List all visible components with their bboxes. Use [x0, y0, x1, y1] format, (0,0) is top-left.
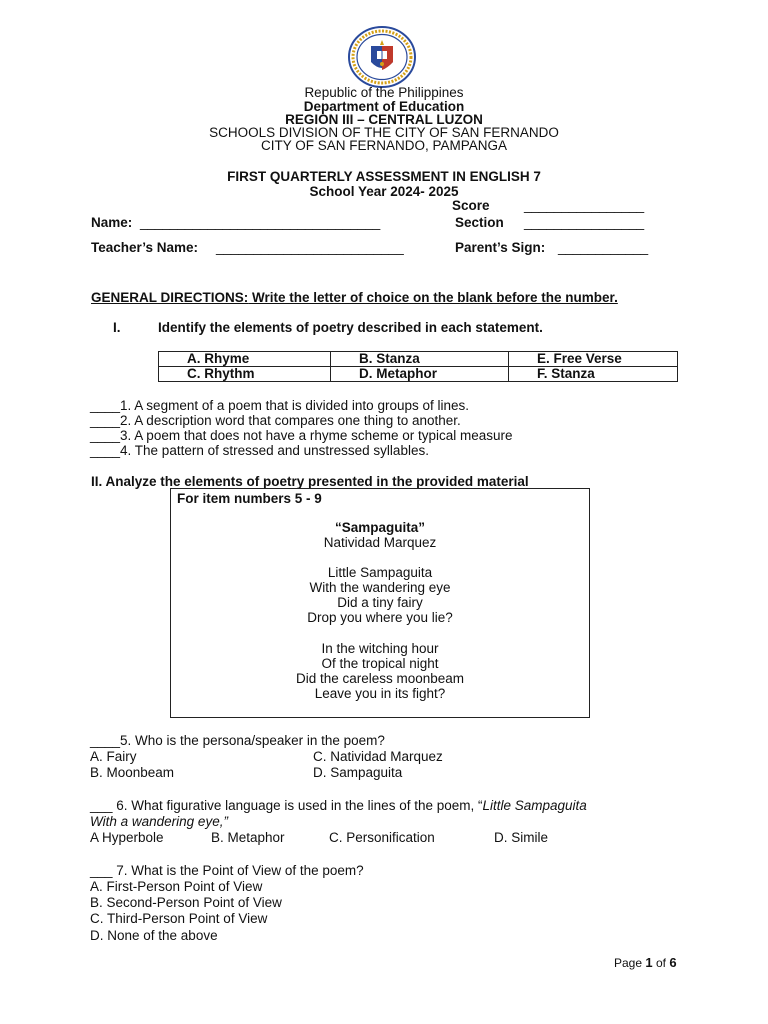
q5-option-d: D. Sampaguita	[313, 765, 403, 780]
page-total: 6	[669, 955, 677, 970]
part1-numeral: I.	[113, 320, 121, 335]
score-label: Score	[452, 198, 490, 213]
q5-option-b: B. Moonbeam	[90, 765, 175, 780]
q5-option-c: C. Natividad Marquez	[313, 749, 443, 764]
q6-stem-text: ___ 6. What figurative language is used in the lines of the poem, “	[90, 798, 483, 813]
q6-option-a: A Hyperbole	[90, 830, 164, 845]
of-word: of	[655, 956, 666, 970]
teacher-label: Teacher’s Name:	[91, 240, 199, 255]
choice-b: B. Stanza	[331, 352, 509, 367]
q5-option-a: A. Fairy	[90, 749, 137, 764]
header-city: CITY OF SAN FERNANDO, PAMPANGA	[260, 138, 508, 153]
poem-line: Little Sampaguita	[327, 565, 433, 580]
score-blank[interactable]: ________________	[524, 198, 645, 213]
choices-row	[159, 367, 678, 382]
choice-f: F. Stanza	[509, 367, 678, 382]
choices-table	[158, 351, 678, 382]
q7-stem: ___ 7. What is the Point of View of the poem?	[90, 863, 364, 878]
part1-instruction: Identify the elements of poetry described in each statement.	[158, 320, 543, 335]
choice-d: D. Metaphor	[331, 367, 509, 382]
poem-line: Did a tiny fairy	[337, 595, 423, 610]
general-directions	[91, 290, 618, 305]
page-number	[614, 955, 677, 970]
parent-label: Parent’s Sign:	[455, 240, 546, 255]
item-1: ____1. A segment of a poem that is divided into groups of lines.	[90, 398, 469, 413]
header-republic: Republic of the Philippines	[304, 85, 464, 100]
q7-option-d: D. None of the above	[90, 928, 218, 943]
school-year: School Year 2024- 2025	[309, 184, 459, 199]
q7-option-c: C. Third-Person Point of View	[90, 911, 268, 926]
choice-a: A. Rhyme	[159, 352, 331, 367]
q5-stem: ____5. Who is the persona/speaker in the poem?	[90, 733, 385, 748]
exam-title: FIRST QUARTERLY ASSESSMENT IN ENGLISH 7	[227, 169, 541, 184]
section-label: Section	[455, 215, 504, 230]
teacher-blank[interactable]: _________________________	[216, 240, 404, 255]
name-label: Name:	[91, 215, 133, 230]
section-blank[interactable]: ________________	[524, 215, 645, 230]
poem-box	[170, 488, 590, 718]
item-3: ____3. A poem that does not have a rhyme scheme or typical measure	[90, 428, 513, 443]
poem-line: In the witching hour	[321, 641, 439, 656]
poem-title: “Sampaguita”	[334, 520, 426, 535]
page-current: 1	[645, 955, 653, 970]
part2-instruction: II. Analyze the elements of poetry presented in the provided material	[91, 474, 529, 489]
q6-stem-quote-line2	[90, 814, 228, 829]
poem-line: With the wandering eye	[309, 580, 451, 595]
item-4: ____4. The pattern of stressed and unstressed syllables.	[90, 443, 429, 458]
poem-line: Did the careless moonbeam	[295, 671, 465, 686]
parent-blank[interactable]: ____________	[558, 240, 649, 255]
poem-author: Natividad Marquez	[323, 535, 437, 550]
choices-row	[159, 352, 678, 367]
poem-line: Of the tropical night	[321, 656, 439, 671]
q7-option-a: A. First-Person Point of View	[90, 879, 263, 894]
header-region: REGION III – CENTRAL LUZON	[285, 112, 483, 127]
header-division: SCHOOLS DIVISION OF THE CITY OF SAN FERNANDO	[209, 125, 559, 140]
poem-line: Drop you where you lie?	[307, 610, 453, 625]
item-2: ____2. A description word that compares one thing to another.	[90, 413, 461, 428]
deped-seal-logo	[347, 26, 417, 88]
header-department: Department of Education	[303, 99, 465, 114]
choice-c: C. Rhythm	[159, 367, 331, 382]
q6-stem	[90, 798, 587, 813]
choice-e: E. Free Verse	[509, 352, 678, 367]
q6-option-c: C. Personification	[329, 830, 435, 845]
directions-text: Write the letter of choice on the blank before the number.	[248, 290, 618, 305]
poem-box-header: For item numbers 5 - 9	[177, 491, 322, 506]
q6-stem-quote: Little Sampaguita	[482, 798, 587, 813]
q6-option-d: D. Simile	[494, 830, 549, 845]
q6-stem-quote-cont: With a wandering eye,”	[90, 814, 228, 829]
poem-line: Leave you in its fight?	[314, 686, 446, 701]
q7-option-b: B. Second-Person Point of View	[90, 895, 282, 910]
q6-option-b: B. Metaphor	[211, 830, 285, 845]
directions-label: GENERAL DIRECTIONS:	[91, 290, 249, 305]
name-blank[interactable]: ________________________________	[140, 215, 381, 230]
page-word: Page	[614, 956, 643, 970]
